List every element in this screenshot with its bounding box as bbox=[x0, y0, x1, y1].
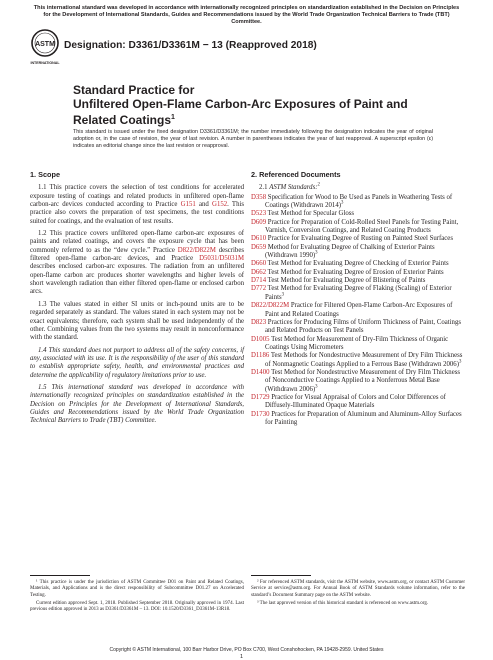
reference-title: Practices for Preparation of Aluminum and Aluminum-Alloy Surfaces for Painting bbox=[265, 410, 462, 426]
scope-para-1.4: 1.4 This standard does not purport to address all of the safety concerns, if any, associated with its use. It is the responsibility of the user of this standard to establish appropriate safety, health, and environmental practices and determine the applicability of regulatory limitations prior to use. bbox=[30, 346, 244, 379]
reference-item bbox=[251, 319, 465, 336]
designation: Designation: D3361/D3361M − 13 (Reapproved 2018) bbox=[64, 40, 317, 51]
reference-item bbox=[251, 336, 465, 353]
reference-item bbox=[251, 235, 465, 243]
reference-code-link[interactable]: D610 bbox=[251, 235, 267, 243]
reference-code-link[interactable]: D1400 bbox=[251, 368, 270, 376]
reference-item bbox=[251, 352, 465, 369]
footnote-rule-left bbox=[30, 575, 90, 576]
reference-item bbox=[251, 302, 465, 319]
page-number: 1 bbox=[240, 654, 244, 660]
reference-list bbox=[251, 194, 465, 428]
wto-notice: This international standard was developed in accordance with internationally recognized principles on standardization established in the Decision on Principles for the Development of International Standards, Guides and Recommendations issued by the World Trade Organization Technical Barriers to Trade (TBT) Committee. bbox=[33, 5, 460, 25]
reference-code-link[interactable]: D1186 bbox=[251, 352, 270, 360]
reference-item bbox=[251, 260, 465, 268]
reference-footnote-mark: 3 bbox=[281, 292, 285, 298]
title-main: Unfiltered Open-Flame Carbon-Arc Exposures of Paint and Related Coatings bbox=[73, 96, 408, 127]
reference-item bbox=[251, 369, 465, 394]
reference-title: Practice for Visual Appraisal of Colors and Color Differences of Diffusely-Illuminated Opaque Materials bbox=[265, 393, 446, 410]
footnote-3: ³ The last approved version of this historical standard is referenced on www.astm.org. bbox=[257, 600, 429, 606]
reference-code-link[interactable]: D660 bbox=[251, 260, 267, 268]
title-footnote-mark: 1 bbox=[171, 114, 175, 121]
logo-text: ASTM bbox=[35, 41, 55, 48]
references-section bbox=[251, 171, 465, 427]
reference-code-link[interactable]: D1005 bbox=[251, 335, 270, 343]
reference-item bbox=[251, 277, 465, 285]
reference-code-link[interactable]: D822/D822M bbox=[251, 302, 290, 310]
scope-section bbox=[30, 171, 244, 430]
reference-title: Test Method for Specular Gloss bbox=[266, 210, 355, 218]
scope-para-1.1: 1.1 This practice covers the selection of test conditions for accelerated exposure testing of coatings and related products in unfiltered open-flame carbon-arc devices conducted according to Practice G151 and G152. This practice also covers the preparation of test specimens, the test conditions suited for coatings, and the evaluation of test results. bbox=[30, 184, 245, 225]
reference-code-link[interactable]: D659 bbox=[251, 243, 267, 251]
footnote-1-edition: Current edition approved Sept. 1, 2018. Published September 2018. Originally approved in 1974. Last previous edition approved in 2013 as D3361/D3361M – 13. DOI: 10.1520/D3361_D3361M-13R18. bbox=[30, 600, 244, 613]
footnote-1: ¹ This practice is under the jurisdiction of ASTM Committee D01 on Paint and Related Coatings, Materials, and Applications and is the direct responsibility of Subcommittee D01.27 on Accelerated Testing. bbox=[30, 580, 244, 598]
reference-footnote-mark: 3 bbox=[315, 384, 318, 390]
link-g152[interactable]: G152 bbox=[212, 201, 228, 209]
title-line-2 bbox=[73, 98, 433, 128]
reference-title: Practice for Filtered Open-Flame Carbon-Arc Exposures of Paint and Related Coatings bbox=[265, 302, 453, 318]
reference-title: Test Method for Nondestructive Measurement of Dry Film Thickness of Nonconductive Coatings Applied to a Nonferrous Metal Base (Withdrawn 2006) bbox=[265, 368, 461, 393]
copyright-line: Copyright © ASTM International, 100 Barr Harbor Drive, PO Box C700, West Conshohocken, PA 19428-2959. United States bbox=[109, 647, 384, 653]
reference-code-link[interactable]: D1729 bbox=[251, 393, 270, 401]
reference-item bbox=[251, 269, 465, 277]
reference-footnote-mark: 3 bbox=[341, 200, 344, 206]
footnotes-right bbox=[251, 580, 465, 609]
references-heading: 2. Referenced Documents bbox=[251, 170, 341, 179]
reference-item bbox=[251, 244, 465, 261]
scope-para-1.3: 1.3 The values stated in either SI units or inch-pound units are to be regarded separately as standard. The values stated in each system may not be exact equivalents; therefore, each system shall be used independently of the other. Combining values from the two systems may result in nonconformance with the standard. bbox=[30, 300, 244, 342]
reference-item bbox=[251, 411, 465, 428]
link-d5031[interactable]: D5031/D5031M bbox=[199, 255, 244, 263]
reference-code-link[interactable]: D823 bbox=[251, 318, 267, 326]
reference-item bbox=[251, 285, 465, 302]
logo-subtext: INTERNATIONAL bbox=[30, 61, 60, 65]
footnote-2: ² For referenced ASTM standards, visit the ASTM website, www.astm.org, or contact ASTM Customer Service at service@astm.org. For Annual Book of ASTM Standards volume information, refer to the standard’s Document Summary page on the ASTM website. bbox=[251, 580, 465, 598]
reference-code-link[interactable]: D609 bbox=[251, 218, 267, 226]
reference-code-link[interactable]: D772 bbox=[251, 285, 267, 293]
reference-title: Test Method for Evaluating Degree of Flaking (Scaling) of Exterior Paints bbox=[265, 285, 452, 301]
scope-heading: 1. Scope bbox=[30, 170, 61, 179]
reference-item bbox=[251, 394, 465, 411]
reference-title: Practices for Producing Films of Uniform Thickness of Paint, Coatings and Related Products on Test Panels bbox=[265, 318, 461, 335]
reference-title: Test Methods for Nondestructive Measurement of Dry Film Thickness of Nonmagnetic Coatings Applied to a Ferrous Base (Withdrawn 2006) bbox=[265, 352, 463, 368]
reference-code-link[interactable]: D523 bbox=[251, 210, 267, 218]
reference-item bbox=[251, 210, 465, 218]
reference-footnote-mark: 3 bbox=[458, 359, 462, 365]
reference-item bbox=[251, 219, 465, 236]
reference-code-link[interactable]: D1730 bbox=[251, 410, 270, 418]
reference-code-link[interactable]: D662 bbox=[251, 268, 267, 276]
astm-logo bbox=[30, 28, 60, 72]
footnote-rule-right bbox=[251, 575, 311, 576]
reference-title: Practice for Preparation of Cold-Rolled Steel Panels for Testing Paint, Varnish, Conversion Coatings, and Related Coating Products bbox=[265, 218, 459, 235]
link-d822[interactable]: D822/D822M bbox=[177, 246, 216, 254]
reference-item bbox=[251, 194, 465, 211]
reference-footnote-mark: 3 bbox=[315, 250, 318, 256]
issuance-note: This standard is issued under the fixed designation D3361/D3361M; the number immediately following the designation indicates the year of original adoption or, in the case of revision, the year of last revision. A number in parentheses indicates the year of last reapproval. A superscript epsilon (ε) indicates an editorial change since the last revision or reapproval. bbox=[73, 129, 433, 149]
reference-code-link[interactable]: D714 bbox=[251, 277, 267, 285]
reference-code-link[interactable]: D358 bbox=[251, 193, 267, 201]
scope-para-1.2: 1.2 This practice covers unfiltered open-flame carbon-arc exposures of paints and related coatings, and covers the exposure cycle that has been commonly referred to as the “dew cycle.” Practice D822/D822M describes filtered open-flame carbon-arc devices, and Practice D5031/D5031M describes enclosed carbon-arc exposures. The radiation from an unfiltered open-flame carbon arc produces shorter wavelengths and higher levels of short wavelength radiation than either filtered open-flame or enclosed carbon arcs. bbox=[30, 230, 244, 296]
references-intro: 2.1 ASTM Standards:$^2$ bbox=[259, 183, 320, 192]
reference-title: Test Method for Evaluating Degree of Checking of Exterior Paints bbox=[266, 260, 449, 268]
reference-title: Test Method for Measurement of Dry-Film Thickness of Organic Coatings Using Micrometers bbox=[265, 335, 449, 351]
footnotes-left bbox=[30, 580, 244, 615]
reference-title: Specification for Wood to Be Used as Panels in Weathering Tests of Coatings (Withdrawn 2014) bbox=[265, 193, 453, 210]
title-line-1: Standard Practice for bbox=[73, 83, 195, 97]
link-g151[interactable]: G151 bbox=[180, 201, 196, 209]
document-title bbox=[73, 84, 433, 128]
reference-title: Practice for Evaluating Degree of Rusting on Painted Steel Surfaces bbox=[266, 235, 453, 243]
reference-title: Test Method for Evaluating Degree of Blistering of Paints bbox=[266, 277, 426, 285]
reference-title: Method for Evaluating Degree of Chalking of Exterior Paints (Withdrawn 1990) bbox=[265, 243, 435, 260]
scope-para-1.5: 1.5 This international standard was developed in accordance with internationally recognized principles on standardization established in the Decision on Principles for the Development of International Standards, Guides and Recommendations issued by the World Trade Organization Technical Barriers to Trade (TBT) Committee. bbox=[30, 383, 244, 425]
reference-title: Test Method for Evaluating Degree of Erosion of Exterior Paints bbox=[266, 268, 444, 276]
